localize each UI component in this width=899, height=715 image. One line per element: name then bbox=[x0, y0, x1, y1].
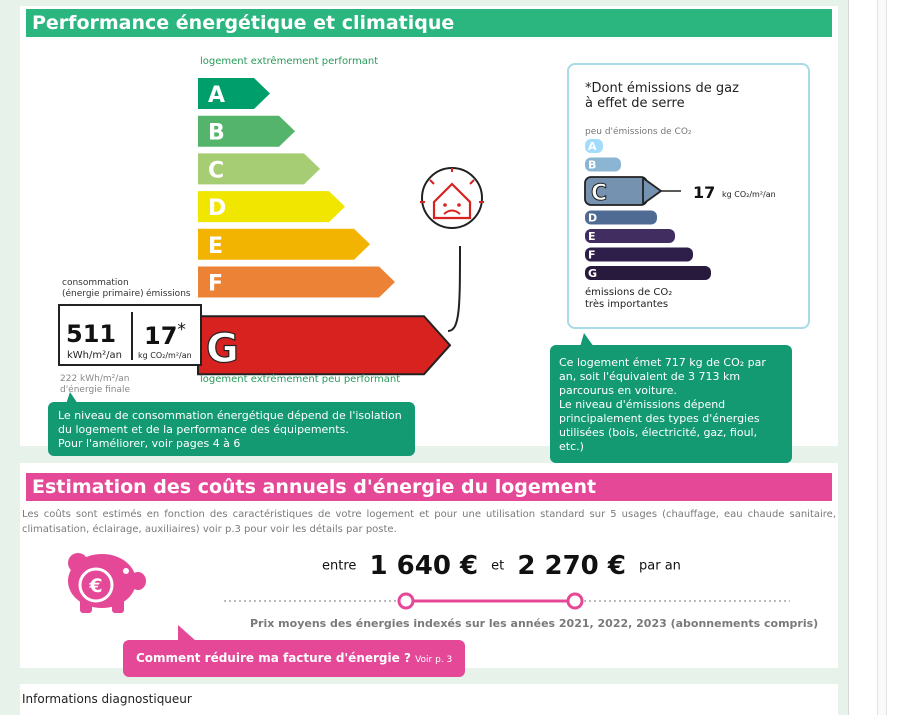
costs-tip-ref[interactable]: Voir p. 3 bbox=[415, 655, 453, 665]
ges-bar-b bbox=[585, 158, 621, 172]
ges-bar-e bbox=[585, 229, 675, 243]
dpe-letter-c: C bbox=[208, 158, 225, 184]
ges-bar-c bbox=[585, 177, 681, 206]
costs-tip-text: Comment réduire ma facture d'énergie ? bbox=[136, 651, 411, 665]
dpe-bar-a bbox=[198, 78, 270, 109]
ges-unit: kg CO₂/m²/an bbox=[722, 190, 776, 199]
right-panel bbox=[848, 0, 899, 715]
dpe-letter-a: A bbox=[208, 83, 226, 108]
emissions-unit: kg CO₂/m²/an bbox=[138, 351, 192, 360]
dpe-bar-b bbox=[198, 116, 295, 147]
cost-range-slider bbox=[20, 587, 838, 617]
info-card bbox=[20, 684, 838, 715]
dpe-letter-e: E bbox=[208, 233, 224, 259]
final-energy-note: 222 kWh/m²/an d'énergie finale bbox=[60, 374, 131, 395]
dpe-bottom-label: logement extrêmement peu performant bbox=[200, 374, 401, 385]
costs-tip-pointer bbox=[174, 625, 198, 641]
ges-header: *Dont émissions de gaz à effet de serre bbox=[585, 81, 739, 111]
energy-tip-pointer bbox=[60, 392, 80, 404]
consumption-label: consommation (énergie primaire) bbox=[62, 278, 144, 299]
energy-value-box bbox=[58, 304, 202, 366]
dpe-bar-g bbox=[198, 316, 450, 374]
ges-letter-e: E bbox=[588, 230, 596, 243]
ges-low-label: peu d'émissions de CO₂ bbox=[585, 127, 692, 137]
range-min: 1 640 € bbox=[369, 551, 479, 581]
costs-section-title: Estimation des coûts annuels d'énergie du logement bbox=[26, 473, 832, 501]
cost-range bbox=[322, 551, 681, 581]
dpe-letter-g: G bbox=[206, 326, 239, 373]
dpe-bar-e bbox=[198, 229, 370, 260]
ges-box bbox=[567, 63, 810, 329]
costs-card bbox=[20, 463, 838, 668]
ges-bar-g bbox=[585, 266, 711, 280]
range-between: entre bbox=[322, 558, 357, 574]
dpe-bar-f bbox=[198, 267, 395, 298]
ges-tip: Ce logement émet 717 kg de CO₂ par an, soit l'équivalent de 3 713 km parcourus en voiture. Le niveau d'émissions dépend principalement des types d'énergies utilisées (bois, électricité, gaz, fioul, etc.) bbox=[550, 345, 792, 463]
prices-note: Prix moyens des énergies indexés sur les années 2021, 2022, 2023 (abonnements compris) bbox=[250, 617, 819, 630]
ges-letter-c: C bbox=[591, 181, 608, 206]
scrollbar[interactable] bbox=[877, 0, 887, 715]
range-and: et bbox=[491, 558, 505, 574]
ges-letter-b: B bbox=[588, 158, 597, 172]
energy-tip: Le niveau de consommation énergétique dépend de l'isolation du logement et de la performance des équipements. Pour l'améliorer, voir pages 4 à 6 bbox=[48, 402, 415, 456]
thermal-sieve-house-icon bbox=[420, 168, 484, 331]
dpe-letter-f: F bbox=[208, 271, 224, 297]
ges-tip-pointer bbox=[578, 333, 598, 347]
ges-bar-a bbox=[585, 139, 603, 153]
ges-letter-d: D bbox=[588, 211, 598, 225]
info-title: Informations diagnostiqueur bbox=[22, 692, 192, 706]
dpe-bar-d bbox=[198, 191, 345, 222]
emissions-value: 17* bbox=[144, 320, 186, 350]
range-per-year: par an bbox=[639, 558, 681, 574]
consumption-unit: kWh/m²/an bbox=[67, 350, 122, 361]
consumption-value: 511 bbox=[66, 320, 117, 348]
dpe-letter-d: D bbox=[208, 196, 227, 222]
dpe-letter-b: B bbox=[208, 120, 225, 146]
value-separator bbox=[131, 312, 133, 360]
euro-symbol: € bbox=[89, 575, 103, 597]
ges-letter-f: F bbox=[588, 248, 596, 262]
ges-bar-f bbox=[585, 248, 693, 262]
emissions-label: émissions bbox=[146, 289, 191, 299]
ges-high-label: émissions de CO₂ très importantes bbox=[585, 287, 673, 310]
range-max: 2 270 € bbox=[517, 551, 626, 581]
dpe-top-label: logement extrêmement performant bbox=[200, 56, 379, 67]
energy-section-title: Performance énergétique et climatique bbox=[26, 9, 832, 37]
ges-letter-a: A bbox=[588, 140, 597, 153]
costs-tip[interactable] bbox=[123, 640, 465, 677]
dpe-bar-c bbox=[198, 153, 320, 184]
costs-description: Les coûts sont estimés en fonction des caractéristiques de votre logement et pour une utilisation standard sur 5 usages (chauffage, eau chaude sanitaire, climatisation, éclairage, auxiliaires) voir p.3 pour voir les détails par poste. bbox=[22, 509, 836, 535]
ges-value: 17 bbox=[693, 183, 716, 202]
ges-letter-g: G bbox=[588, 267, 598, 280]
ges-bar-d bbox=[585, 211, 657, 225]
